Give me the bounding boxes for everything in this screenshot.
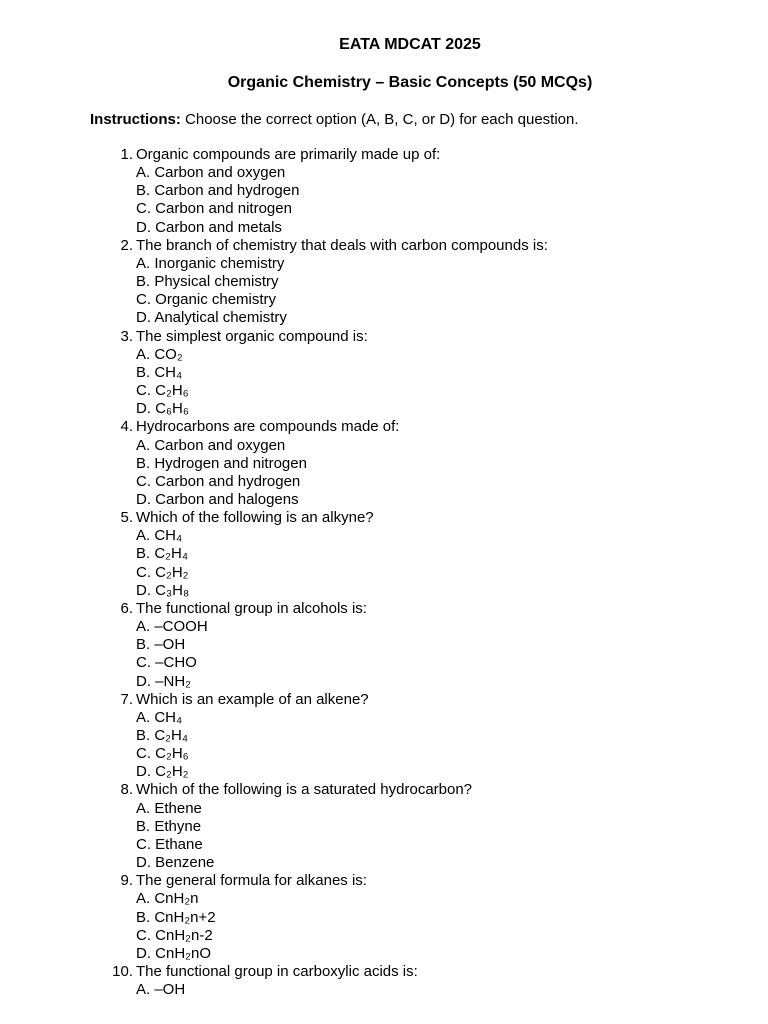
answer-option: A. Carbon and oxygen (136, 436, 286, 454)
answer-option: D. C₂H₂ (136, 763, 189, 781)
answer-option: B. C₂H₄ (136, 727, 188, 744)
answer-option: A. CH₄ (136, 527, 183, 545)
answer-option: C. C₂H₆ (136, 745, 189, 763)
question-body (136, 418, 768, 509)
question-number (0, 872, 133, 890)
answer-option: B. Hydrogen and nitrogen (136, 454, 307, 472)
question-body (136, 781, 768, 872)
question-number (0, 418, 133, 436)
question-number (0, 691, 133, 709)
instructions (90, 111, 579, 129)
question-item (0, 600, 768, 691)
question-text: The functional group in alcohols is: (136, 599, 367, 617)
question-text: Hydrocarbons are compounds made of: (136, 418, 400, 436)
answer-option: B. Carbon and hydrogen (136, 182, 300, 200)
answer-option: C. Ethane (136, 835, 203, 853)
question-number-label: 7. (120, 690, 133, 708)
answer-option: A. Ethene (136, 799, 202, 817)
question-item (0, 237, 768, 328)
answer-option: C. Carbon and nitrogen (136, 200, 292, 218)
instructions-text: Choose the correct option (A, B, C, or D) for each question. (185, 111, 579, 128)
question-text: The general formula for alkanes is: (136, 872, 367, 890)
question-number-label: 8. (120, 781, 133, 799)
answer-option: A. –COOH (136, 618, 208, 636)
answer-option: C. Organic chemistry (136, 291, 277, 309)
answer-option: B. C₂H₄ (136, 545, 188, 563)
question-number (0, 328, 133, 346)
question-text: Which of the following is a saturated hydrocarbon? (136, 781, 473, 799)
question-item (0, 418, 768, 509)
answer-option: C. C₂H₆ (136, 382, 189, 400)
question-number-label: 10. (112, 963, 133, 981)
answer-option: D. Carbon and halogens (136, 490, 299, 508)
question-number-label: 3. (120, 327, 133, 345)
answer-option: D. CnH₂nO (136, 944, 212, 962)
answer-option: D. Carbon and metals (136, 218, 282, 236)
question-number (0, 781, 133, 799)
question-number-label: 6. (120, 599, 133, 617)
question-number-label: 9. (120, 872, 133, 890)
answer-option: C. –CHO (136, 654, 197, 672)
answer-option: C. CnH₂n-2 (136, 926, 213, 944)
answer-option: D. C₆H₆ (136, 400, 189, 418)
question-text: The simplest organic compound is: (136, 327, 368, 345)
question-body (136, 600, 768, 691)
question-body (136, 328, 768, 419)
question-text: Which of the following is an alkyne? (136, 509, 374, 527)
question-number (0, 963, 133, 981)
question-number-label: 4. (120, 418, 133, 436)
answer-option: D. Benzene (136, 854, 215, 872)
answer-option: A. CO₂ (136, 345, 183, 363)
question-item (0, 872, 768, 963)
document-subtitle: Organic Chemistry – Basic Concepts (50 MCQs) (227, 74, 593, 91)
question-body (136, 146, 768, 237)
answer-option: A. –OH (136, 981, 186, 999)
answer-option: A. CnH₂n (136, 890, 199, 908)
answer-option: B. CH₄ (136, 363, 183, 381)
question-text: The functional group in carboxylic acids is: (136, 963, 418, 981)
question-text: The branch of chemistry that deals with carbon compounds is: (136, 236, 548, 254)
answer-option: D. Analytical chemistry (136, 309, 287, 327)
answer-option: D. C₃H₈ (136, 581, 190, 599)
document-title: EATA MDCAT 2025 (339, 36, 481, 53)
question-number (0, 237, 133, 255)
question-body (136, 963, 768, 999)
answer-option: B. Physical chemistry (136, 273, 279, 291)
answer-option: B. CnH₂n+2 (136, 908, 216, 926)
question-number (0, 509, 133, 527)
question-number (0, 146, 133, 164)
question-item (0, 963, 768, 999)
answer-option: A. CH₄ (136, 708, 183, 726)
question-body (136, 872, 768, 963)
instructions-lead: Instructions: (90, 111, 181, 128)
question-item (0, 781, 768, 872)
answer-option: B. –OH (136, 636, 186, 654)
answer-option: C. Carbon and hydrogen (136, 472, 301, 490)
question-body (136, 691, 768, 782)
question-item (0, 328, 768, 419)
answer-option: A. Carbon and oxygen (136, 164, 286, 182)
answer-option: B. Ethyne (136, 817, 202, 835)
question-item (0, 146, 768, 237)
question-body (136, 237, 768, 328)
question-number-label: 5. (120, 509, 133, 527)
question-item (0, 509, 768, 600)
answer-option: C. C₂H₂ (136, 563, 189, 581)
question-number-label: 1. (120, 146, 133, 163)
question-number (0, 600, 133, 618)
question-number-label: 2. (120, 236, 133, 254)
answer-option: D. –NH₂ (136, 672, 191, 690)
question-text: Which is an example of an alkene? (136, 690, 369, 708)
question-text: Organic compounds are primarily made up of: (136, 146, 441, 163)
answer-option: A. Inorganic chemistry (136, 254, 285, 272)
question-body (136, 509, 768, 600)
question-item (0, 691, 768, 782)
question-list (0, 146, 768, 999)
